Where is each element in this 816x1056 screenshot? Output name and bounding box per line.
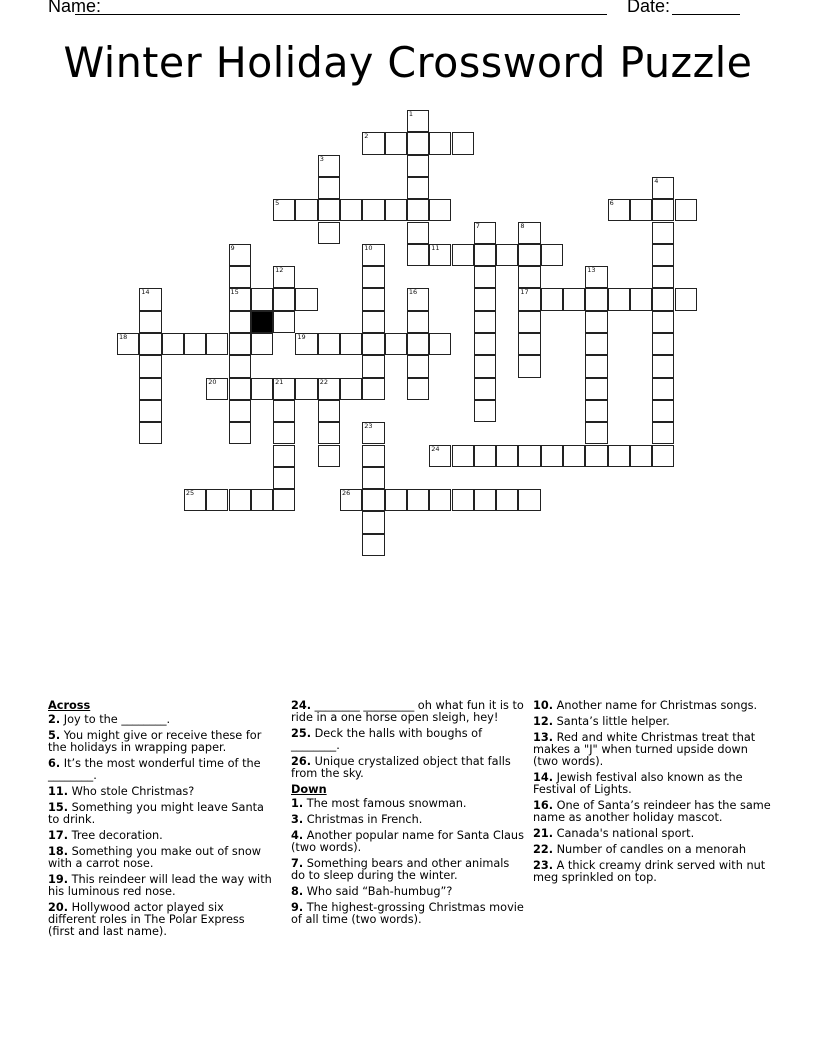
- grid-cell[interactable]: [518, 244, 540, 266]
- grid-cell[interactable]: [585, 266, 607, 288]
- clue-number: 19: [297, 333, 306, 341]
- clue-number: 25.: [291, 727, 312, 740]
- grid-cell[interactable]: [407, 355, 429, 377]
- grid-cell[interactable]: [675, 199, 697, 221]
- clue-item: [48, 714, 273, 726]
- grid-cell[interactable]: [429, 445, 451, 467]
- black-cell: [251, 311, 273, 333]
- clue-text: The highest-grossing Christmas movie of all time (two words).: [291, 901, 524, 926]
- clue-text: Santa’s little helper.: [553, 715, 670, 728]
- grid-cell[interactable]: [362, 445, 384, 467]
- grid-cell[interactable]: [652, 311, 674, 333]
- grid-cell[interactable]: [652, 400, 674, 422]
- grid-cell[interactable]: [496, 445, 518, 467]
- grid-cell[interactable]: [630, 445, 652, 467]
- clue-number: 19.: [48, 873, 69, 886]
- grid-cell[interactable]: [474, 445, 496, 467]
- clue-text: Another popular name for Santa Claus (two words).: [291, 829, 524, 854]
- grid-cell[interactable]: [407, 177, 429, 199]
- clue-text: One of Santa’s reindeer has the same name as another holiday mascot.: [533, 799, 771, 824]
- clue-item: [291, 858, 526, 882]
- clue-number: 6.: [48, 757, 61, 770]
- clue-text: Who stole Christmas?: [68, 785, 195, 798]
- grid-cell[interactable]: [563, 288, 585, 310]
- clue-item: [48, 902, 273, 938]
- grid-cell[interactable]: [652, 422, 674, 444]
- clue-item: [48, 730, 273, 754]
- clue-number: 7: [475, 221, 480, 230]
- clue-number: 15.: [48, 801, 69, 814]
- clue-number: 1: [408, 110, 414, 118]
- clue-number: 17.: [48, 829, 69, 842]
- name-label: Name:: [48, 0, 102, 16]
- clue-text: It’s the most wonderful time of the ________.: [48, 757, 261, 782]
- clue-item: [291, 830, 526, 854]
- grid-cell[interactable]: [474, 222, 496, 244]
- grid-cell[interactable]: [407, 378, 429, 400]
- grid-cell[interactable]: [608, 445, 630, 467]
- grid-cell[interactable]: [229, 288, 251, 310]
- clue-number: 21.: [533, 827, 554, 840]
- grid-cell[interactable]: [429, 244, 451, 266]
- grid-cell[interactable]: [452, 244, 474, 266]
- clue-item: [48, 758, 273, 782]
- grid-cell[interactable]: [318, 422, 340, 444]
- grid-cell[interactable]: [340, 333, 362, 355]
- clue-number: 12.: [533, 715, 554, 728]
- grid-cell[interactable]: [652, 244, 674, 266]
- clue-item: [291, 902, 526, 926]
- clue-text: Something you might leave Santa to drink.: [48, 801, 264, 826]
- grid-cell[interactable]: [318, 333, 340, 355]
- clue-item: [48, 874, 273, 898]
- grid-cell[interactable]: [273, 445, 295, 467]
- grid-cell[interactable]: [251, 288, 273, 310]
- grid-cell[interactable]: [362, 244, 384, 266]
- page-title: Winter Holiday Crossword Puzzle: [63, 38, 753, 87]
- clue-text: You might give or receive these for the holidays in wrapping paper.: [48, 729, 262, 754]
- grid-cell[interactable]: [585, 378, 607, 400]
- grid-cell[interactable]: [585, 333, 607, 355]
- grid-cell[interactable]: [429, 132, 451, 154]
- clue-text: Tree decoration.: [68, 829, 163, 842]
- clue-number: 2.: [48, 713, 61, 726]
- clue-number: 18.: [48, 845, 69, 858]
- grid-cell[interactable]: [139, 311, 161, 333]
- grid-cell[interactable]: [362, 266, 384, 288]
- grid-cell[interactable]: [362, 311, 384, 333]
- clue-text: Something you make out of snow with a carrot nose.: [48, 845, 262, 870]
- clue-number: 21: [275, 377, 284, 386]
- grid-cell[interactable]: [474, 266, 496, 288]
- grid-cell[interactable]: [273, 489, 295, 511]
- grid-cell[interactable]: [652, 266, 674, 288]
- clues-column-1: [48, 700, 273, 942]
- clue-text: Canada's national sport.: [553, 827, 695, 840]
- clue-item: [291, 886, 526, 898]
- grid-cell[interactable]: [273, 266, 295, 288]
- clue-number: 7.: [291, 857, 304, 870]
- grid-cell[interactable]: [496, 244, 518, 266]
- clue-text: Deck the halls with boughs of ________.: [291, 727, 483, 752]
- grid-cell[interactable]: [273, 288, 295, 310]
- grid-cell[interactable]: [251, 489, 273, 511]
- clue-number: 14.: [533, 771, 554, 784]
- clue-text: Joy to the ________.: [60, 713, 171, 726]
- clue-number: 20.: [48, 901, 69, 914]
- clue-text: Number of candles on a menorah: [553, 843, 747, 856]
- grid-cell[interactable]: [273, 467, 295, 489]
- clue-number: 8: [520, 221, 525, 230]
- crossword-grid: [117, 110, 717, 570]
- grid-cell[interactable]: [496, 489, 518, 511]
- clue-item: [48, 802, 273, 826]
- grid-cell[interactable]: [429, 489, 451, 511]
- grid-cell[interactable]: [184, 333, 206, 355]
- grid-cell[interactable]: [340, 378, 362, 400]
- clue-item: [533, 772, 773, 796]
- grid-cell[interactable]: [474, 378, 496, 400]
- grid-cell[interactable]: [206, 489, 228, 511]
- clue-number: 16.: [533, 799, 554, 812]
- grid-cell[interactable]: [585, 422, 607, 444]
- clue-number: 18: [119, 333, 128, 341]
- grid-cell[interactable]: [652, 445, 674, 467]
- grid-cell[interactable]: [251, 378, 273, 400]
- grid-cell[interactable]: [474, 355, 496, 377]
- clue-text: Hollywood actor played six different roles in The Polar Express (first and last name).: [48, 901, 245, 938]
- grid-cell[interactable]: [229, 378, 251, 400]
- grid-cell[interactable]: [385, 333, 407, 355]
- grid-cell[interactable]: [139, 333, 161, 355]
- grid-cell[interactable]: [229, 333, 251, 355]
- clue-text: Unique crystalized object that falls from the sky.: [291, 755, 511, 780]
- clue-number: 13: [587, 266, 596, 275]
- clue-number: 4: [654, 176, 659, 185]
- grid-cell[interactable]: [318, 445, 340, 467]
- grid-cell[interactable]: [407, 489, 429, 511]
- grid-cell[interactable]: [273, 199, 295, 221]
- clue-number: 25: [185, 489, 195, 498]
- clue-number: 4.: [291, 829, 304, 842]
- grid-cell[interactable]: [340, 489, 362, 511]
- clues-column-3: [533, 700, 773, 888]
- grid-cell[interactable]: [452, 445, 474, 467]
- grid-cell[interactable]: [318, 400, 340, 422]
- clue-number: 3.: [291, 813, 304, 826]
- grid-cell[interactable]: [229, 266, 251, 288]
- grid-cell[interactable]: [585, 445, 607, 467]
- clue-number: 22.: [533, 843, 554, 856]
- grid-cell[interactable]: [608, 199, 630, 221]
- clue-number: 23.: [533, 859, 554, 872]
- grid-cell[interactable]: [407, 311, 429, 333]
- grid-cell[interactable]: [362, 355, 384, 377]
- clue-item: [291, 798, 526, 810]
- clue-item: [291, 700, 526, 724]
- grid-cell[interactable]: [585, 311, 607, 333]
- clue-text: Jewish festival also known as the Festival of Lights.: [533, 771, 743, 796]
- clue-item: [48, 786, 273, 798]
- clue-number: 3: [319, 154, 324, 163]
- clue-text: Something bears and other animals do to sleep during the winter.: [291, 857, 510, 882]
- clue-number: 8.: [291, 885, 304, 898]
- grid-cell[interactable]: [652, 199, 674, 221]
- grid-cell[interactable]: [541, 244, 563, 266]
- grid-cell[interactable]: [362, 511, 384, 533]
- grid-cell[interactable]: [518, 489, 540, 511]
- grid-cell[interactable]: [608, 288, 630, 310]
- grid-cell[interactable]: [362, 378, 384, 400]
- grid-cell[interactable]: [229, 422, 251, 444]
- clue-number: 14: [141, 288, 150, 297]
- grid-cell[interactable]: [429, 333, 451, 355]
- grid-cell[interactable]: [295, 333, 317, 355]
- grid-cell[interactable]: [541, 288, 563, 310]
- grid-cell[interactable]: [518, 333, 540, 355]
- grid-cell[interactable]: [585, 400, 607, 422]
- grid-cell[interactable]: [518, 288, 540, 310]
- grid-cell[interactable]: [474, 400, 496, 422]
- grid-cell[interactable]: [362, 422, 384, 444]
- grid-cell[interactable]: [139, 288, 161, 310]
- grid-cell[interactable]: [585, 355, 607, 377]
- grid-cell[interactable]: [407, 288, 429, 310]
- clue-text: Red and white Christmas treat that makes a "J" when turned upside down (two words).: [533, 731, 756, 768]
- grid-cell[interactable]: [362, 288, 384, 310]
- grid-cell[interactable]: [295, 378, 317, 400]
- clue-number: 6: [609, 199, 614, 208]
- grid-cell[interactable]: [585, 288, 607, 310]
- grid-cell[interactable]: [541, 445, 563, 467]
- grid-cell[interactable]: [318, 155, 340, 177]
- clue-number: 9.: [291, 901, 304, 914]
- grid-cell[interactable]: [385, 489, 407, 511]
- grid-cell[interactable]: [139, 400, 161, 422]
- grid-cell[interactable]: [407, 333, 429, 355]
- grid-cell[interactable]: [452, 132, 474, 154]
- grid-cell[interactable]: [407, 155, 429, 177]
- clue-number: 20: [208, 377, 217, 386]
- clue-number: 10.: [533, 699, 554, 712]
- grid-cell[interactable]: [407, 222, 429, 244]
- grid-cell[interactable]: [518, 222, 540, 244]
- grid-cell[interactable]: [229, 355, 251, 377]
- grid-cell[interactable]: [318, 177, 340, 199]
- across-heading: Across: [48, 699, 91, 712]
- grid-cell[interactable]: [518, 266, 540, 288]
- clue-item: [291, 756, 526, 780]
- grid-cell[interactable]: [362, 199, 384, 221]
- grid-cell[interactable]: [139, 378, 161, 400]
- grid-cell[interactable]: [474, 333, 496, 355]
- grid-cell[interactable]: [474, 244, 496, 266]
- clue-number: 24.: [291, 699, 312, 712]
- grid-cell[interactable]: [518, 445, 540, 467]
- grid-cell[interactable]: [229, 311, 251, 333]
- grid-cell[interactable]: [318, 378, 340, 400]
- clue-text: This reindeer will lead the way with his luminous red nose.: [48, 873, 272, 898]
- grid-cell[interactable]: [139, 422, 161, 444]
- grid-cell[interactable]: [429, 199, 451, 221]
- grid-cell[interactable]: [273, 378, 295, 400]
- grid-cell[interactable]: [407, 110, 429, 132]
- grid-cell[interactable]: [474, 288, 496, 310]
- grid-cell[interactable]: [474, 311, 496, 333]
- grid-cell[interactable]: [184, 489, 206, 511]
- grid-cell[interactable]: [362, 489, 384, 511]
- clue-item: [533, 732, 773, 768]
- grid-cell[interactable]: [362, 467, 384, 489]
- clue-number: 5: [275, 199, 280, 208]
- clue-item: [533, 800, 773, 824]
- grid-cell[interactable]: [162, 333, 184, 355]
- grid-cell[interactable]: [295, 288, 317, 310]
- clue-number: 10: [364, 243, 373, 252]
- down-heading: Down: [291, 783, 327, 796]
- grid-cell[interactable]: [117, 333, 139, 355]
- date-label: Date:: [627, 0, 671, 16]
- grid-cell[interactable]: [452, 489, 474, 511]
- grid-cell[interactable]: [652, 288, 674, 310]
- clue-item: [533, 700, 773, 712]
- clue-item: [533, 716, 773, 728]
- grid-cell[interactable]: [652, 222, 674, 244]
- clue-number: 5.: [48, 729, 61, 742]
- grid-cell[interactable]: [407, 132, 429, 154]
- grid-cell[interactable]: [206, 378, 228, 400]
- clue-number: 15: [230, 288, 239, 297]
- grid-cell[interactable]: [474, 489, 496, 511]
- clue-text: The most famous snowman.: [303, 797, 467, 810]
- date-field-line[interactable]: [672, 14, 740, 15]
- grid-cell[interactable]: [295, 199, 317, 221]
- grid-cell[interactable]: [518, 355, 540, 377]
- clue-text: ________ _________ oh what fun it is to ride in a one horse open sleigh, hey!: [291, 699, 524, 724]
- grid-cell[interactable]: [362, 132, 384, 154]
- name-field-line[interactable]: [75, 14, 607, 15]
- clue-item: [533, 828, 773, 840]
- clue-text: Who said “Bah-humbug”?: [303, 885, 453, 898]
- grid-cell[interactable]: [518, 311, 540, 333]
- grid-cell[interactable]: [229, 489, 251, 511]
- grid-cell[interactable]: [229, 400, 251, 422]
- clue-number: 12: [275, 266, 284, 275]
- clue-text: A thick creamy drink served with nut meg sprinkled on top.: [533, 859, 766, 884]
- grid-cell[interactable]: [652, 378, 674, 400]
- grid-cell[interactable]: [675, 288, 697, 310]
- grid-cell[interactable]: [273, 400, 295, 422]
- clue-number: 22: [319, 377, 328, 386]
- clue-item: [291, 814, 526, 826]
- grid-cell[interactable]: [652, 177, 674, 199]
- grid-cell[interactable]: [362, 333, 384, 355]
- clue-number: 26.: [291, 755, 312, 768]
- clue-number: 17: [520, 288, 529, 297]
- grid-cell[interactable]: [139, 355, 161, 377]
- clue-item: [48, 846, 273, 870]
- clue-item: [291, 728, 526, 752]
- clues-column-2: [291, 700, 526, 930]
- grid-cell[interactable]: [652, 355, 674, 377]
- grid-cell[interactable]: [385, 132, 407, 154]
- clue-item: [533, 860, 773, 884]
- clue-number: 23: [364, 422, 373, 431]
- clue-number: 9: [230, 243, 235, 252]
- grid-cell[interactable]: [362, 534, 384, 556]
- grid-cell[interactable]: [251, 333, 273, 355]
- clue-item: [48, 830, 273, 842]
- clue-number: 11: [431, 243, 440, 252]
- clue-number: 11.: [48, 785, 69, 798]
- grid-cell[interactable]: [229, 244, 251, 266]
- clue-number: 2: [364, 132, 369, 141]
- grid-cell[interactable]: [318, 199, 340, 221]
- grid-cell[interactable]: [407, 244, 429, 266]
- grid-cell[interactable]: [385, 199, 407, 221]
- grid-cell[interactable]: [563, 445, 585, 467]
- grid-cell[interactable]: [630, 199, 652, 221]
- grid-cell[interactable]: [652, 333, 674, 355]
- clue-number: 13.: [533, 731, 554, 744]
- clue-text: Christmas in French.: [303, 813, 423, 826]
- grid-cell[interactable]: [630, 288, 652, 310]
- grid-cell[interactable]: [206, 333, 228, 355]
- grid-cell[interactable]: [273, 422, 295, 444]
- clue-number: 24: [431, 444, 440, 453]
- grid-cell[interactable]: [273, 311, 295, 333]
- grid-cell[interactable]: [340, 199, 362, 221]
- clue-text: Another name for Christmas songs.: [553, 699, 758, 712]
- clue-item: [533, 844, 773, 856]
- clue-number: 26: [342, 489, 351, 498]
- grid-cell[interactable]: [407, 199, 429, 221]
- clue-number: 16: [408, 288, 418, 297]
- grid-cell[interactable]: [318, 222, 340, 244]
- clue-number: 1.: [291, 797, 304, 810]
